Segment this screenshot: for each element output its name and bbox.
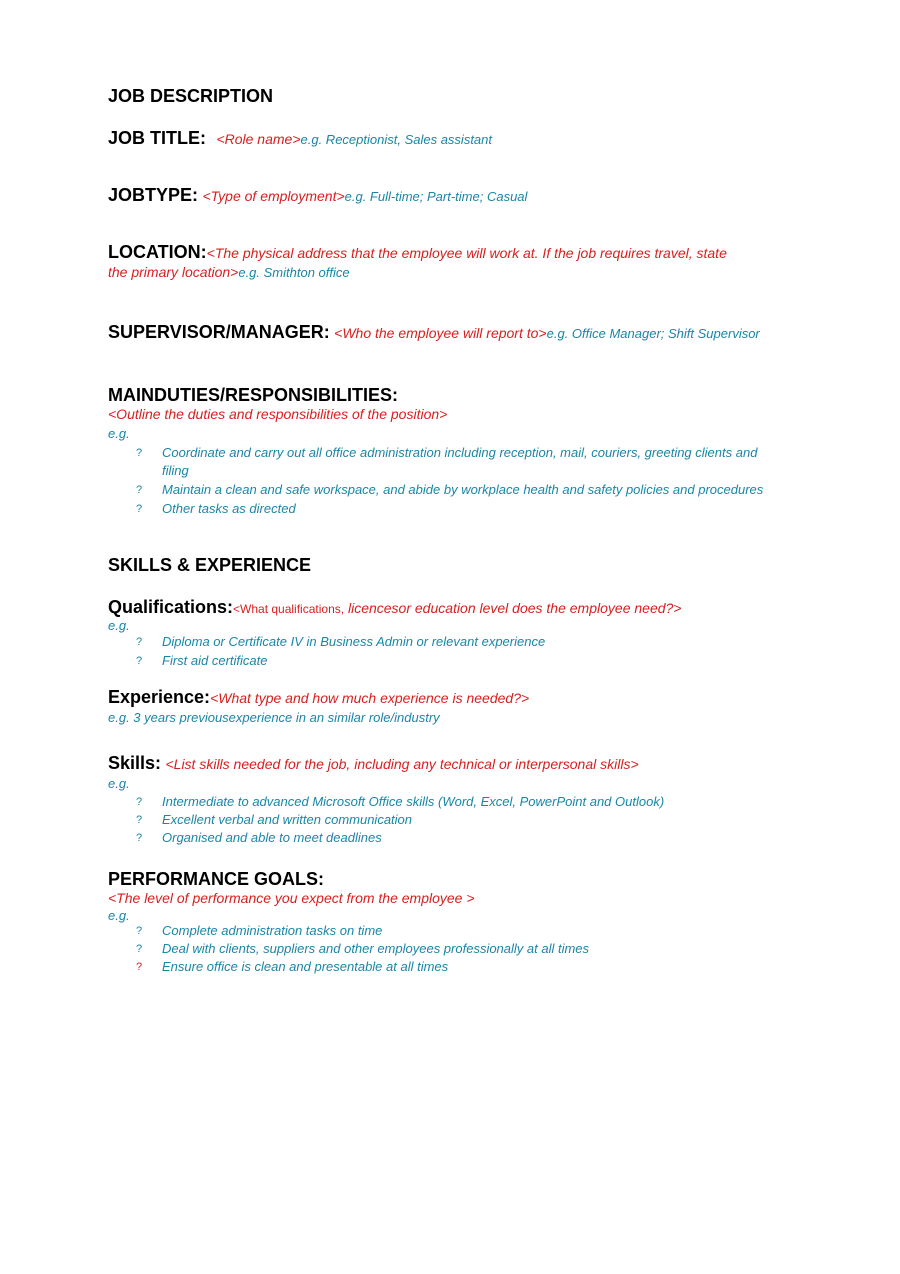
job-type-label: JOBTYPE:: [108, 185, 199, 205]
performance-item-2: Deal with clients, suppliers and other employees professionally at all times: [162, 941, 590, 956]
bullet-icon: ?: [136, 796, 143, 808]
location-row-2: [108, 264, 350, 282]
qualifications-placeholder-b: licencesor education level does the employee need?>: [344, 600, 682, 616]
supervisor-example: e.g. Office Manager; Shift Supervisor: [546, 326, 760, 341]
bullet-icon: ?: [136, 943, 143, 955]
location-example: e.g. Smithton office: [238, 265, 350, 280]
duties-item-3: Other tasks as directed: [162, 501, 296, 516]
bullet-icon: ?: [136, 655, 143, 667]
experience-placeholder: <What type and how much experience is needed?>: [210, 690, 530, 706]
skills-placeholder: <List skills needed for the job, including any technical or interpersonal skills>: [165, 756, 639, 772]
job-type-example: e.g. Full-time; Part-time; Casual: [344, 189, 528, 204]
skills-row: [108, 753, 639, 774]
experience-example: e.g. 3 years previousexperience in an similar role/industry: [108, 710, 440, 725]
location-row: [108, 242, 727, 263]
bullet-icon: ?: [136, 484, 143, 496]
skills-item-3: Organised and able to meet deadlines: [162, 830, 382, 845]
job-type-row: [108, 185, 527, 206]
supervisor-label: SUPERVISOR/MANAGER:: [108, 322, 330, 342]
qualifications-eg: e.g.: [108, 618, 130, 633]
job-type-placeholder: <Type of employment>: [202, 188, 345, 204]
skills-eg: e.g.: [108, 776, 130, 791]
location-placeholder-line2: the primary location>: [108, 264, 239, 280]
performance-item-1: Complete administration tasks on time: [162, 923, 383, 938]
bullet-icon: ?: [136, 814, 143, 826]
location-placeholder-line1: <The physical address that the employee will work at. If the job requires travel, state: [206, 245, 727, 261]
duties-heading: MAINDUTIES/RESPONSIBILITIES:: [108, 385, 399, 405]
qualifications-item-2: First aid certificate: [162, 653, 268, 668]
job-title-label: JOB TITLE:: [108, 128, 206, 148]
performance-placeholder: <The level of performance you expect from the employee >: [108, 890, 475, 906]
skills-label: Skills:: [108, 753, 162, 773]
supervisor-placeholder: <Who the employee will report to>: [334, 325, 547, 341]
supervisor-row: [108, 322, 760, 343]
duties-placeholder: <Outline the duties and responsibilities of the position>: [108, 406, 448, 422]
duties-item-2: Maintain a clean and safe workspace, and abide by workplace health and safety policies and procedures: [162, 482, 764, 497]
performance-heading: PERFORMANCE GOALS:: [108, 869, 324, 889]
skills-item-1: Intermediate to advanced Microsoft Office skills (Word, Excel, PowerPoint and Outlook): [162, 794, 665, 809]
qualifications-label: Qualifications:: [108, 597, 234, 617]
job-title-row: [108, 128, 492, 149]
qualifications-row: [108, 597, 681, 618]
document-title: JOB DESCRIPTION: [108, 86, 274, 106]
bullet-icon: ?: [136, 961, 143, 973]
duties-eg: e.g.: [108, 426, 130, 441]
performance-eg: e.g.: [108, 908, 130, 923]
performance-item-3: Ensure office is clean and presentable at all times: [162, 959, 449, 974]
skills-experience-heading: SKILLS & EXPERIENCE: [108, 555, 312, 575]
bullet-icon: ?: [136, 832, 143, 844]
bullet-icon: ?: [136, 636, 143, 648]
experience-label: Experience:: [108, 687, 211, 707]
job-title-example: e.g. Receptionist, Sales assistant: [300, 132, 493, 147]
job-title-placeholder: <Role name>: [216, 131, 301, 147]
duties-item-1-cont: filing: [162, 463, 189, 478]
skills-item-2: Excellent verbal and written communication: [162, 812, 413, 827]
bullet-icon: ?: [136, 447, 143, 459]
bullet-icon: ?: [136, 925, 143, 937]
qualifications-item-1: Diploma or Certificate IV in Business Admin or relevant experience: [162, 634, 546, 649]
bullet-icon: ?: [136, 503, 143, 515]
location-label: LOCATION:: [108, 242, 207, 262]
experience-row: [108, 687, 529, 708]
qualifications-placeholder-a: <What qualifications,: [233, 602, 345, 616]
duties-item-1: Coordinate and carry out all office administration including reception, mail, couriers, greeting clients and: [162, 445, 758, 460]
